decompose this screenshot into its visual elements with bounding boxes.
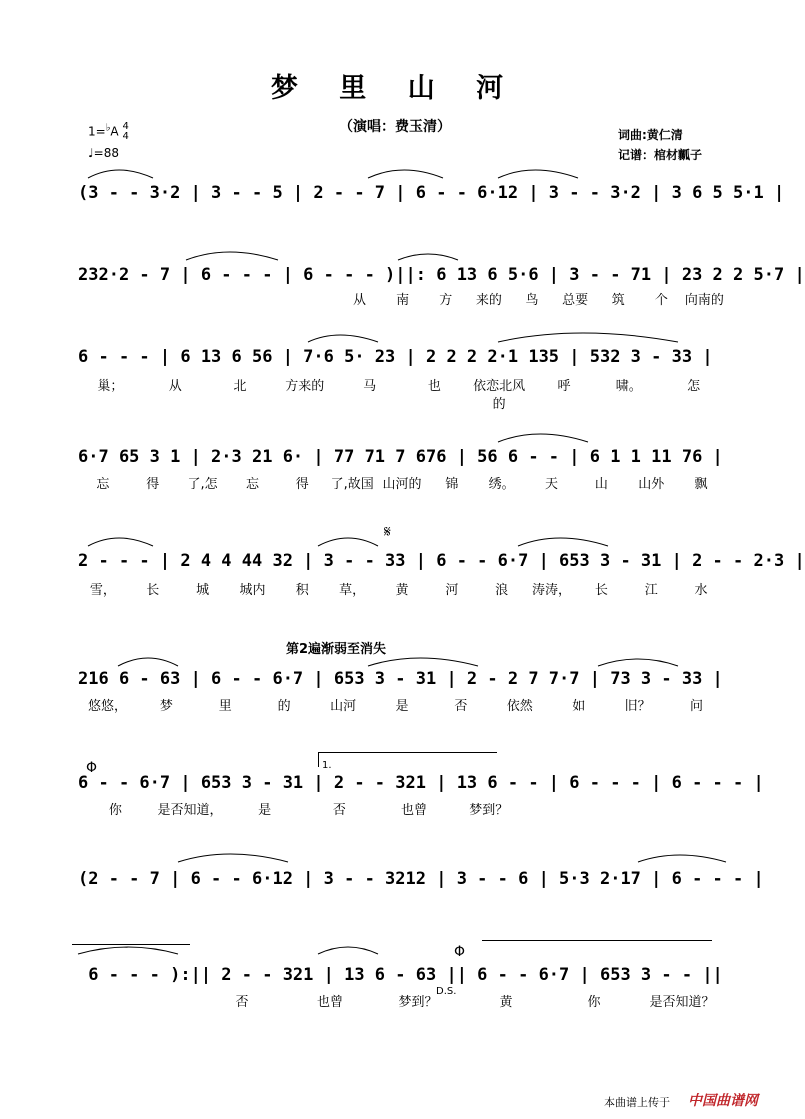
- notes-row-8: (2 - - 7 | 6 - - 6·12 | 3 - - 3212 | 3 - - 6 | 5·3 2·17 | 6 - - - |: [78, 869, 764, 889]
- ds-marking: D.S.: [436, 986, 457, 997]
- lyrics-row-3: 巢； 从 北 方来的 马 也 依恋北风的 呼 啸。 怎: [97, 379, 701, 412]
- notation-row-4: [78, 440, 726, 474]
- time-bottom: 4: [122, 131, 129, 142]
- flat-icon: ♭: [105, 122, 111, 134]
- notation-row-7: [78, 766, 764, 800]
- upload-note: 本曲谱上传于: [604, 1096, 670, 1109]
- dynamic-marking: 第2遍渐弱至消失: [286, 642, 387, 657]
- performer-subtitle: （演唱：费玉清）: [339, 119, 451, 135]
- coda-icon: Φ: [86, 760, 98, 776]
- lyrics-row-6: 悠悠， 梦 里 的 山河 是 否 依然 如 旧？ 问: [87, 699, 704, 714]
- time-signature: [122, 122, 128, 142]
- lyrics-music-credit: 词曲:黄仁清: [618, 128, 683, 142]
- notes-row-9: 6 - - - ):|| 2 - - 321 | 13 6 - 63 || 6 - - 6·7 | 653 3 - - ||: [78, 965, 723, 985]
- notation-row-8: [78, 862, 764, 896]
- slur-row-8: [78, 844, 726, 864]
- notes-row-2: 232·2 - 7 | 6 - - - | 6 - - - )||: 6 13 6 5·6 | 3 - - 71 | 23 2 2 5·7 |: [78, 265, 805, 285]
- song-title: 梦 里 山 河: [270, 73, 520, 104]
- key-tonic: A: [110, 124, 119, 139]
- segno-icon: 𝄋: [384, 522, 391, 541]
- coda-line: [482, 940, 712, 955]
- key-signature: [88, 122, 129, 142]
- notation-row-9: [78, 958, 726, 992]
- first-ending-bracket-continued: [72, 944, 190, 959]
- first-ending-bracket: [318, 752, 497, 771]
- notes-row-3: 6 - - - | 6 13 6 56 | 7·6 5· 23 | 2 2 2 2·1 135 | 532 3 - 33 |: [78, 347, 713, 367]
- key-prefix: 1=: [88, 124, 106, 139]
- notes-row-1: (3 - - 3·2 | 3 - - 5 | 2 - - 7 | 6 - - 6·12 | 3 - - 3·2 | 3 6 5 5·1 |: [78, 183, 785, 203]
- notes-row-6: 216 6 - 63 | 6 - - 6·7 | 653 3 - 31 | 2 - 2 7 7·7 | 73 3 - 33 |: [78, 669, 723, 689]
- notation-credit: 记谱：棺材瓤子: [618, 148, 703, 162]
- volta-label: 1.: [322, 760, 332, 771]
- coda-icon-2: Φ: [454, 944, 466, 960]
- site-logo: 中国曲谱网: [688, 1093, 758, 1109]
- lyrics-row-5: 雪， 长 城 城内 积 草， 黄 河 浪 涛涛， 长 江 水: [89, 583, 708, 598]
- lyrics-row-9: 否 也曾 梦到？ 黄 你 是否知道？: [235, 995, 715, 1010]
- notes-row-7: 6 - - 6·7 | 653 3 - 31 | 2 - - 321 | 13 6 - - | 6 - - - | 6 - - - |: [78, 773, 764, 793]
- lyrics-row-4: 忘 得 了,怎 忘 得 了,故国 山河的 锦 绣。 天 山 山外 飘: [96, 477, 708, 492]
- notation-row-5: [78, 544, 805, 578]
- time-top: 4: [122, 121, 129, 132]
- lyrics-row-7: 你 是否知道， 是 否 也曾 梦到？: [108, 803, 509, 818]
- notes-row-5: 2 - - - | 2 4 4 44 32 | 3 - - 33 | 6 - - 6·7 | 653 3 - 31 | 2 - - 2·3 |: [78, 551, 805, 571]
- notation-row-2: [78, 258, 805, 292]
- notes-row-4: 6·7 65 3 1 | 2·3 21 6· | 77 71 7 676 | 56 6 - - | 6 1 1 11 76 |: [78, 447, 723, 467]
- lyrics-row-2: 从 南 方 来的 鸟 总要 筑 个 向南的: [353, 293, 724, 308]
- notation-row-6: [78, 662, 726, 696]
- notation-row-3: [78, 340, 726, 374]
- notation-row-1: [78, 176, 785, 210]
- tempo-marking: ♩=88: [88, 146, 119, 160]
